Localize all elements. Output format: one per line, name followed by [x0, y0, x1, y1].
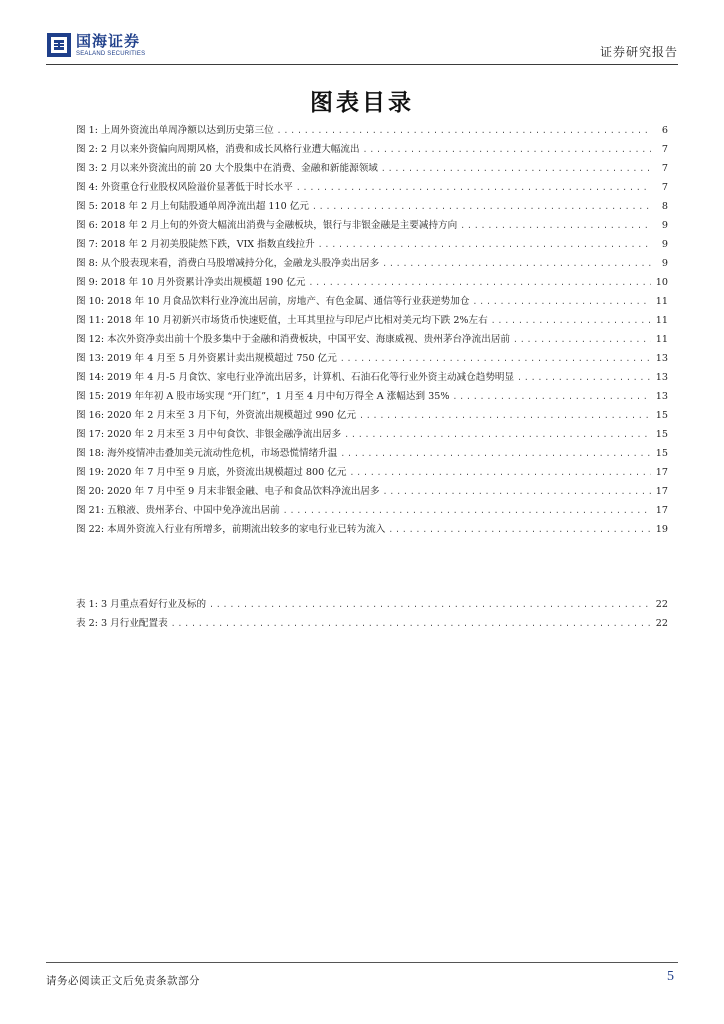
toc-entry-title: 2018 年 10 月食品饮料行业净流出居前，房地产、有色金属、通信等行业获逆势加仓 — [107, 296, 470, 307]
toc-entry-page: 22 — [655, 599, 668, 610]
logo-en-text: SEALAND SECURITIES — [76, 50, 146, 57]
toc-entry-label: 表 2: — [76, 618, 98, 629]
toc-entry-label: 图 13: — [76, 353, 105, 364]
toc-entry-page: 17 — [655, 467, 668, 478]
toc-leader-dots — [308, 279, 651, 288]
toc-entry-label: 图 6: — [76, 220, 98, 231]
toc-entry-label: 图 21: — [76, 505, 105, 516]
toc-entry-page: 13 — [655, 391, 668, 402]
toc-entry-page: 11 — [655, 296, 668, 307]
toc-entry-title: 2020 年 7 月中至 9 月末非银金融、电子和食品饮料净流出居多 — [107, 486, 380, 497]
toc-entry-title: 五粮液、贵州茅台、中国中免净流出居前 — [107, 505, 280, 516]
toc-entry-page: 9 — [661, 239, 668, 250]
toc-entry[interactable] — [76, 141, 668, 160]
toc-entry-page: 7 — [661, 163, 668, 174]
toc-leader-dots — [381, 165, 651, 174]
toc-leader-dots — [349, 469, 651, 478]
toc-entry[interactable] — [76, 160, 668, 179]
toc-entry[interactable] — [76, 331, 668, 350]
toc-entry-label: 图 15: — [76, 391, 105, 402]
toc-leader-dots — [460, 222, 651, 231]
toc-entry-page: 8 — [661, 201, 668, 212]
toc-entry-label: 图 17: — [76, 429, 105, 440]
toc-leader-dots — [340, 450, 651, 459]
toc-leader-dots — [363, 146, 651, 155]
toc-entry-page: 15 — [655, 448, 668, 459]
page-footer — [46, 962, 678, 993]
toc-entry-title: 2020 年 7 月中至 9 月底，外资流出规模超过 800 亿元 — [107, 467, 347, 478]
logo-cn-text: 国海证券 — [76, 31, 141, 50]
toc-entry-page: 15 — [655, 429, 668, 440]
toc-entry-page: 13 — [655, 372, 668, 383]
toc-leader-dots — [452, 393, 651, 402]
toc-entry-page: 7 — [661, 144, 668, 155]
toc-entry-label: 图 9: — [76, 277, 98, 288]
toc-leader-dots — [359, 412, 651, 421]
toc-leader-dots — [283, 507, 651, 516]
toc-entry-title: 2019 年 4 月至 5 月外资累计卖出规模超过 750 亿元 — [107, 353, 337, 364]
toc-entry-page: 17 — [655, 486, 668, 497]
tables-toc — [76, 596, 668, 634]
toc-entry-label: 图 12: — [76, 334, 105, 345]
toc-entry-label: 图 20: — [76, 486, 105, 497]
toc-entry-title: 3 月重点看好行业及标的 — [100, 599, 207, 610]
toc-entry-title: 2018 年 10 月初新兴市场货币快速贬值，土耳其里拉与印尼卢比相对美元均下跌 2%左右 — [107, 315, 488, 326]
toc-entry[interactable] — [76, 369, 668, 388]
toc-leader-dots — [171, 620, 651, 629]
toc-entry[interactable] — [76, 350, 668, 369]
company-logo — [46, 30, 145, 60]
toc-entry-page: 9 — [661, 258, 668, 269]
toc-entry-label: 图 1: — [76, 125, 98, 136]
toc-entry-page: 13 — [655, 353, 668, 364]
toc-leader-dots — [382, 260, 651, 269]
page-header — [46, 28, 678, 65]
toc-entry-label: 图 11: — [76, 315, 105, 326]
toc-leader-dots — [318, 241, 651, 250]
toc-entry-label: 图 22: — [76, 524, 105, 535]
toc-entry[interactable] — [76, 521, 668, 540]
toc-entry[interactable] — [76, 217, 668, 236]
toc-entry-label: 图 4: — [76, 182, 98, 193]
toc-entry-page: 11 — [655, 315, 668, 326]
toc-leader-dots — [277, 127, 651, 136]
toc-entry-title: 2 月以来外资流出的前 20 大个股集中在消费、金融和新能源领域 — [100, 163, 378, 174]
toc-entry[interactable] — [76, 198, 668, 217]
toc-entry-title: 2 月以来外资偏向周期风格，消费和成长风格行业遭大幅流出 — [100, 144, 360, 155]
toc-leader-dots — [209, 601, 651, 610]
toc-entry-page: 11 — [655, 334, 668, 345]
toc-leader-dots — [344, 431, 651, 440]
toc-entry[interactable] — [76, 236, 668, 255]
toc-entry-label: 图 16: — [76, 410, 105, 421]
toc-leader-dots — [491, 317, 651, 326]
toc-entry[interactable] — [76, 464, 668, 483]
sealand-logo-icon — [46, 32, 72, 58]
page-number: 5 — [667, 969, 674, 984]
figures-toc — [76, 122, 668, 540]
toc-entry-page: 17 — [655, 505, 668, 516]
toc-entry-page: 19 — [655, 524, 668, 535]
toc-entry[interactable] — [76, 122, 668, 141]
toc-entry-page: 6 — [661, 125, 668, 136]
toc-entry-title: 外资重仓行业股权风险溢价显著低于时长水平 — [100, 182, 293, 193]
toc-leader-dots — [340, 355, 651, 364]
toc-entry-label: 图 14: — [76, 372, 105, 383]
toc-entry-title: 2018 年 2 月上旬陆股通单周净流出超 110 亿元 — [100, 201, 309, 212]
toc-entry-label: 图 5: — [76, 201, 98, 212]
toc-entry[interactable] — [76, 312, 668, 331]
toc-leader-dots — [312, 203, 651, 212]
toc-entry[interactable] — [76, 426, 668, 445]
toc-entry[interactable] — [76, 502, 668, 521]
toc-entry[interactable] — [76, 293, 668, 312]
toc-entry-title: 2020 年 2 月末至 3 月中旬食饮、非银金融净流出居多 — [107, 429, 342, 440]
toc-entry-title: 2020 年 2 月末至 3 月下旬，外资流出规模超过 990 亿元 — [107, 410, 357, 421]
disclaimer-note: 请务必阅读正文后免责条款部分 — [46, 975, 200, 987]
toc-entry-label: 图 8: — [76, 258, 98, 269]
toc-leader-dots — [388, 526, 651, 535]
toc-entry-label: 图 3: — [76, 163, 98, 174]
document-type: 证券研究报告 — [599, 45, 678, 59]
toc-entry[interactable] — [76, 615, 668, 634]
toc-leader-dots — [517, 374, 651, 383]
toc-entry-label: 图 19: — [76, 467, 105, 478]
toc-entry-page: 10 — [655, 277, 668, 288]
toc-entry-title: 3 月行业配置表 — [100, 618, 168, 629]
toc-entry-label: 图 7: — [76, 239, 98, 250]
toc-entry[interactable] — [76, 274, 668, 293]
toc-entry[interactable] — [76, 407, 668, 426]
toc-entry[interactable] — [76, 255, 668, 274]
toc-entry-title: 2019 年年初 A 股市场实现 “开门红”，1 月至 4 月中旬万得全 A 涨幅达到 35% — [107, 391, 450, 402]
toc-entry-label: 图 2: — [76, 144, 98, 155]
toc-entry-page: 15 — [655, 410, 668, 421]
toc-leader-dots — [296, 184, 651, 193]
toc-leader-dots — [513, 336, 651, 345]
toc-entry-title: 2018 年 10 月外资累计净卖出规模超 190 亿元 — [100, 277, 306, 288]
toc-entry-label: 图 18: — [76, 448, 105, 459]
toc-entry-page: 9 — [661, 220, 668, 231]
toc-entry-title: 海外疫情冲击叠加美元流动性危机，市场恐慌情绪升温 — [107, 448, 338, 459]
toc-entry[interactable] — [76, 483, 668, 502]
toc-entry[interactable] — [76, 179, 668, 198]
toc-leader-dots — [383, 488, 651, 497]
toc-entry-page: 7 — [661, 182, 668, 193]
toc-leader-dots — [472, 298, 651, 307]
toc-entry-title: 本周外资流入行业有所增多，前期流出较多的家电行业已转为流入 — [107, 524, 386, 535]
toc-entry-label: 表 1: — [76, 599, 98, 610]
toc-entry[interactable] — [76, 596, 668, 615]
toc-entry-title: 上周外资流出单周净额以达到历史第三位 — [100, 125, 274, 136]
toc-entry-title: 2018 年 2 月上旬的外资大幅流出消费与金融板块，银行与非银金融是主要减持方向 — [100, 220, 458, 231]
toc-entry[interactable] — [76, 445, 668, 464]
toc-entry-title: 本次外资净卖出前十个股多集中于金融和消费板块，中国平安、海康威视、贵州茅台净流出居前 — [107, 334, 511, 345]
toc-entry-label: 图 10: — [76, 296, 105, 307]
page-title: 图表目录 — [310, 90, 414, 116]
toc-entry-title: 2018 年 2 月初美股陡然下跌，VIX 指数直线拉升 — [100, 239, 315, 250]
toc-entry[interactable] — [76, 388, 668, 407]
toc-entry-page: 22 — [655, 618, 668, 629]
toc-entry-title: 从个股表现来看，消费白马股增减持分化，金融龙头股净卖出居多 — [100, 258, 380, 269]
toc-entry-title: 2019 年 4 月-5 月食饮、家电行业净流出居多，计算机、石油石化等行业外资主动减仓趋势明显 — [107, 372, 515, 383]
